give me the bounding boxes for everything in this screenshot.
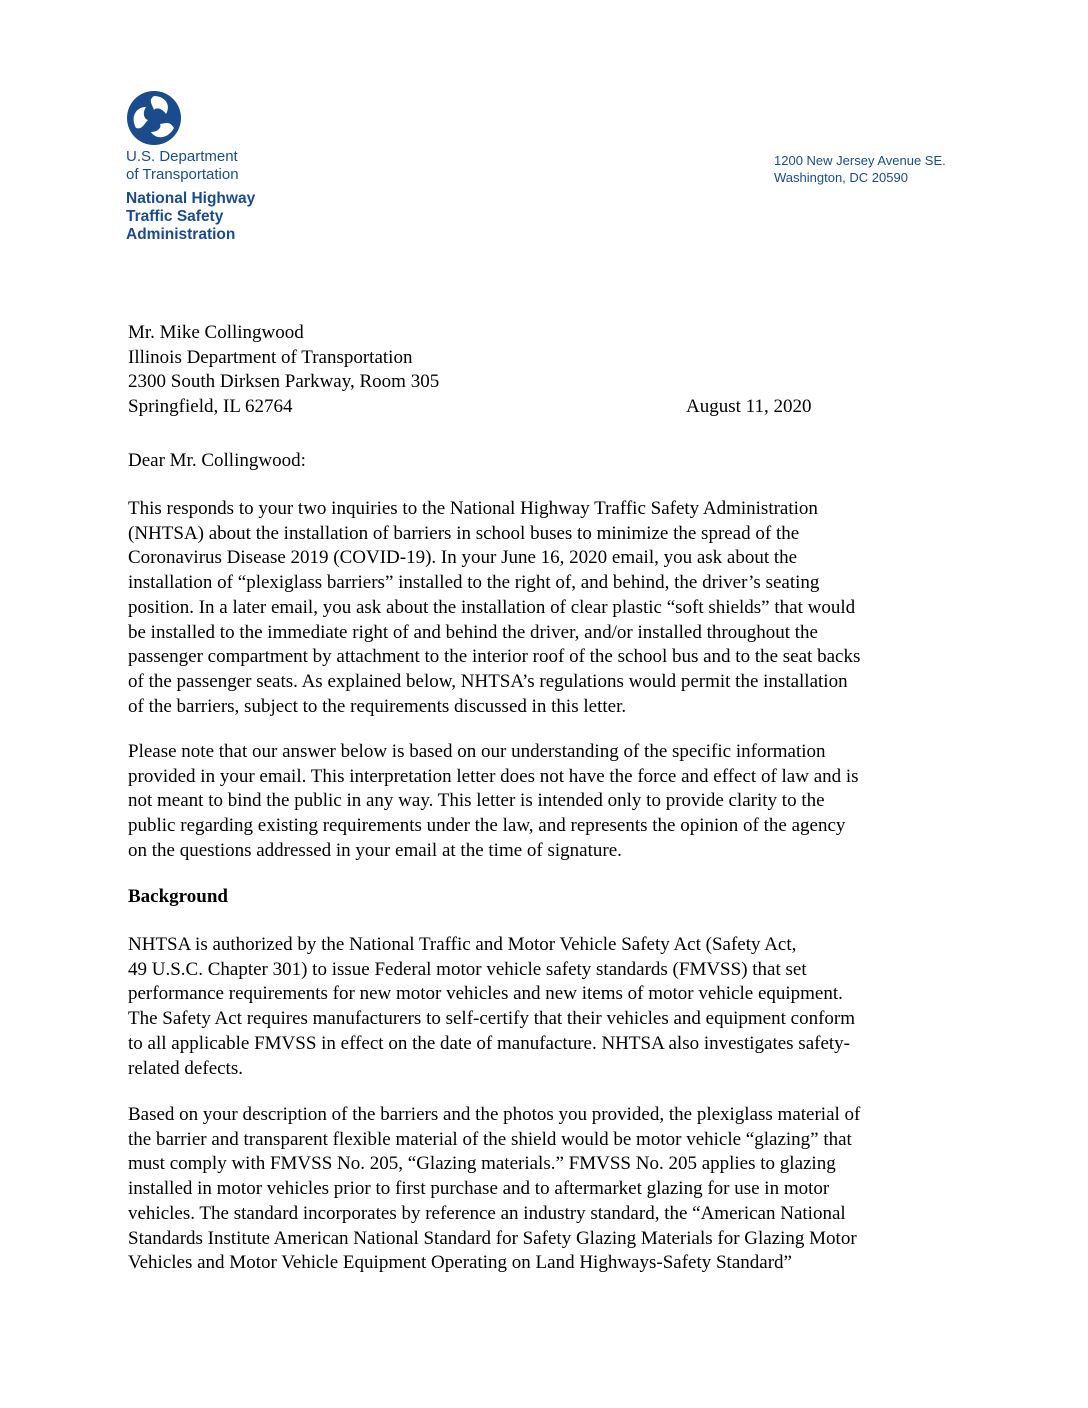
paragraph-line: must comply with FMVSS No. 205, “Glazing materials.” FMVSS No. 205 applies to glazing bbox=[128, 1153, 836, 1175]
section-heading: Background bbox=[128, 886, 228, 907]
paragraph-line: on the questions addressed in your email at the time of signature. bbox=[128, 839, 622, 861]
paragraph-disclaimer bbox=[128, 740, 958, 864]
paragraph-authority bbox=[128, 933, 958, 1081]
paragraph-line: the barrier and transparent flexible material of the shield would be motor vehicle “glazing” that bbox=[128, 1128, 852, 1150]
paragraph-line: passenger compartment by attachment to the interior roof of the school bus and to the seat backs bbox=[128, 646, 861, 668]
paragraph-line: Based on your description of the barriers and the photos you provided, the plexiglass material of bbox=[128, 1104, 861, 1125]
paragraph-line: provided in your email. This interpretation letter does not have the force and effect of law and is bbox=[128, 765, 859, 787]
recipient-address bbox=[128, 321, 439, 420]
paragraph-line: of the passenger seats. As explained below, NHTSA’s regulations would permit the installation bbox=[128, 670, 848, 692]
paragraph-line: position. In a later email, you ask about the installation of clear plastic “soft shields” that would bbox=[128, 596, 856, 618]
agency-name bbox=[126, 190, 255, 244]
recipient-line: Springfield, IL 62764 bbox=[128, 396, 293, 418]
paragraph-line: related defects. bbox=[128, 1057, 243, 1079]
recipient-line: Mr. Mike Collingwood bbox=[128, 322, 304, 343]
paragraph-line: installed in motor vehicles prior to first purchase and to aftermarket glazing for use in motor bbox=[128, 1178, 830, 1200]
agency-address bbox=[774, 152, 946, 186]
paragraph-line: Coronavirus Disease 2019 (COVID-19). In your June 16, 2020 email, you ask about the bbox=[128, 547, 798, 569]
paragraph-line: performance requirements for new motor vehicles and new items of motor vehicle equipment. bbox=[128, 983, 843, 1005]
paragraph-line: (NHTSA) about the installation of barriers in school buses to minimize the spread of the bbox=[128, 522, 800, 544]
paragraph-line: not meant to bind the public in any way. This letter is intended only to provide clarity to the bbox=[128, 790, 825, 812]
letter-date: August 11, 2020 bbox=[686, 396, 812, 417]
paragraph-line: installation of “plexiglass barriers” installed to the right of, and behind, the driver’s seating bbox=[128, 572, 820, 594]
agency-name-line: Traffic Safety bbox=[126, 208, 224, 225]
paragraph-line: to all applicable FMVSS in effect on the date of manufacture. NHTSA also investigates safety- bbox=[128, 1032, 850, 1054]
dot-logo-icon bbox=[126, 90, 182, 146]
agency-name-line: Administration bbox=[126, 226, 236, 243]
recipient-line: 2300 South Dirksen Parkway, Room 305 bbox=[128, 371, 440, 393]
salutation: Dear Mr. Collingwood: bbox=[128, 450, 306, 471]
department-name-line: U.S. Department bbox=[126, 148, 238, 165]
paragraph-line: of the barriers, subject to the requirements discussed in this letter. bbox=[128, 695, 627, 717]
paragraph-intro bbox=[128, 497, 958, 719]
paragraph-line: vehicles. The standard incorporates by reference an industry standard, the “American National bbox=[128, 1202, 846, 1224]
address-line: Washington, DC 20590 bbox=[774, 170, 908, 185]
paragraph-line: This responds to your two inquiries to the National Highway Traffic Safety Administration bbox=[128, 498, 818, 519]
paragraph-glazing bbox=[128, 1103, 958, 1276]
department-name-line: of Transportation bbox=[126, 166, 239, 183]
paragraph-line: be installed to the immediate right of and behind the driver, and/or installed throughout the bbox=[128, 621, 818, 643]
paragraph-line: The Safety Act requires manufacturers to self-certify that their vehicles and equipment conform bbox=[128, 1008, 856, 1030]
agency-name-line: National Highway bbox=[126, 190, 256, 207]
recipient-line: Illinois Department of Transportation bbox=[128, 346, 413, 368]
paragraph-line: Vehicles and Motor Vehicle Equipment Operating on Land Highways-Safety Standard” bbox=[128, 1252, 792, 1274]
paragraph-line: Standards Institute American National Standard for Safety Glazing Materials for Glazing Motor bbox=[128, 1227, 857, 1249]
paragraph-line: 49 U.S.C. Chapter 301) to issue Federal motor vehicle safety standards (FMVSS) that set bbox=[128, 958, 807, 980]
department-name bbox=[126, 148, 239, 184]
paragraph-line: Please note that our answer below is based on our understanding of the specific information bbox=[128, 741, 826, 762]
paragraph-line: public regarding existing requirements under the law, and represents the opinion of the agency bbox=[128, 815, 846, 837]
address-line: 1200 New Jersey Avenue SE. bbox=[774, 153, 946, 168]
paragraph-line: NHTSA is authorized by the National Traffic and Motor Vehicle Safety Act (Safety Act, bbox=[128, 934, 797, 955]
